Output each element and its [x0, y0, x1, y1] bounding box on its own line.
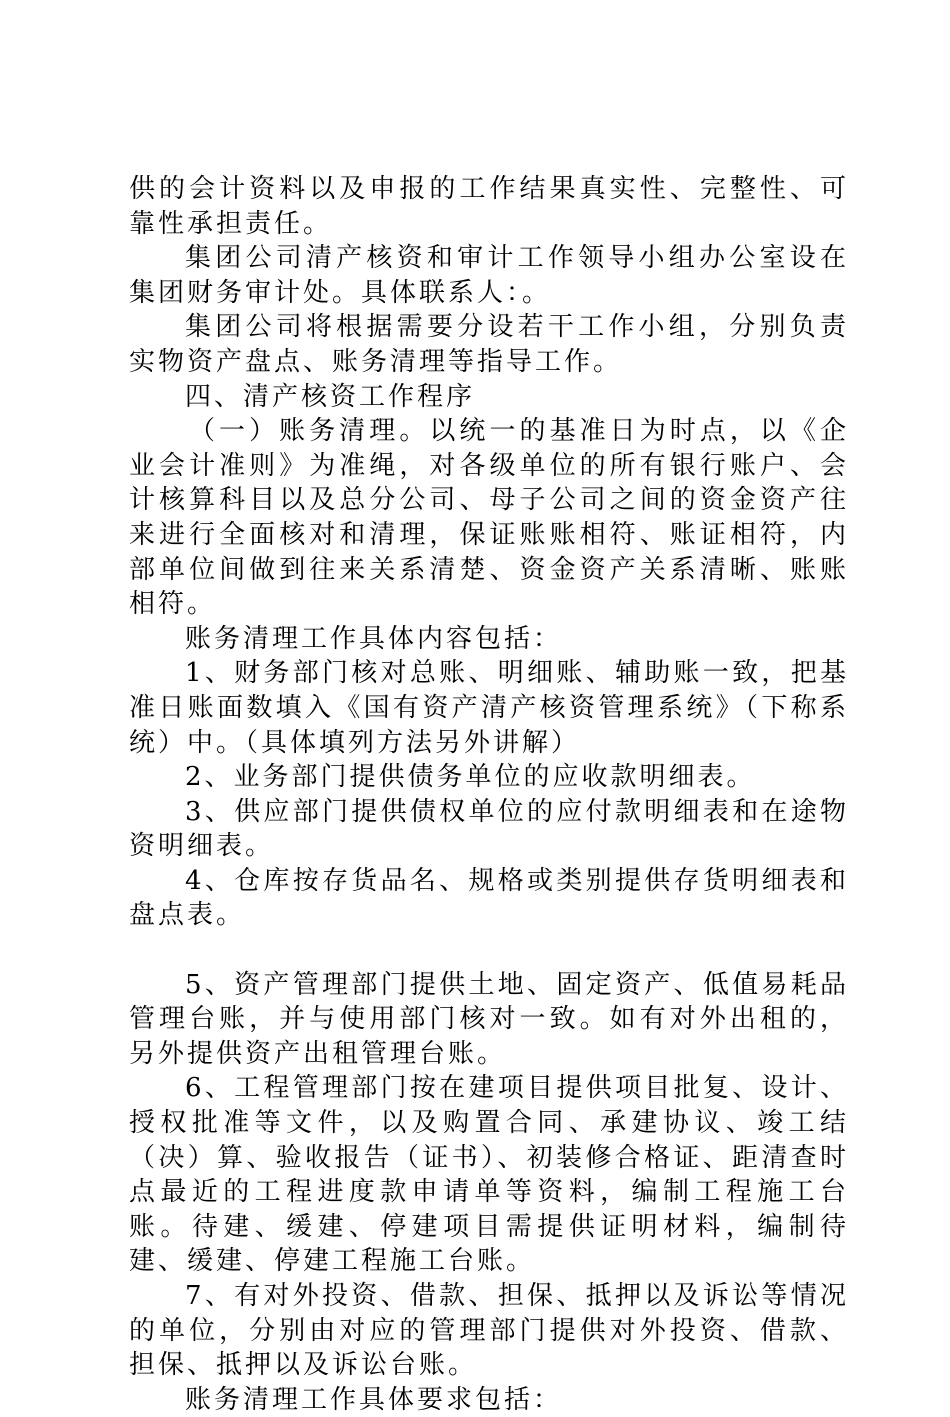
list-item: 6、工程管理部门按在建项目提供项目批复、设计、授权批准等文件，以及购置合同、承建协议、竣工结（决）算、验收报告（证书）、初装修合格证、距清查时点最近的工程进度款申请单等资料，编制工程施工台账。待建、缓建、停建项目需提供证明材料，编制待建、缓建、停建工程施工台账。 — [129, 1073, 849, 1277]
list-item: 5、资产管理部门提供土地、固定资产、低值易耗品管理台账，并与使用部门核对一致。如有对外出租的，另外提供资产出租管理台账。 — [129, 969, 849, 1069]
paragraph: 集团公司清产核资和审计工作领导小组办公室设在集团财务审计处。具体联系人：。 — [129, 243, 849, 308]
list-item: 2、业务部门提供债务单位的应收款明细表。 — [185, 762, 756, 793]
paragraph: 账务清理工作具体内容包括： — [185, 623, 563, 654]
paragraph: 集团公司将根据需要分设若干工作小组，分别负责实物资产盘点、账务清理等指导工作。 — [129, 312, 849, 377]
blank-line — [129, 933, 849, 968]
document-body — [129, 172, 849, 1417]
list-item: 3、供应部门提供债权单位的应付款明细表和在途物资明细表。 — [129, 796, 849, 862]
list-item: 4、仓库按存货品名、规格或类别提供存货明细表和盘点表。 — [129, 865, 849, 931]
section-heading: 四、清产核资工作程序 — [185, 381, 476, 412]
list-item: 1、财务部门核对总账、明细账、辅助账一致，把基准日账面数填入《国有资产清产核资管理系统》（下称系统）中。（具体填列方法另外讲解） — [129, 658, 849, 758]
list-item: 7、有对外投资、借款、担保、抵押以及诉讼等情况的单位，分别由对应的管理部门提供对外投资、借款、担保、抵押以及诉讼台账。 — [129, 1281, 849, 1381]
paragraph: 账务清理工作具体要求包括： — [185, 1384, 563, 1415]
paragraph: 供的会计资料以及申报的工作结果真实性、完整性、可靠性承担责任。 — [129, 174, 849, 239]
paragraph: （一）账务清理。以统一的基准日为时点，以《企业会计准则》为准绳，对各级单位的所有银行账户、会计核算科目以及总分公司、母子公司之间的资金资产往来进行全面核对和清理，保证账账相符、账证相符，内部单位间做到往来关系清楚、资金资产关系清晰、账账相符。 — [129, 416, 849, 620]
